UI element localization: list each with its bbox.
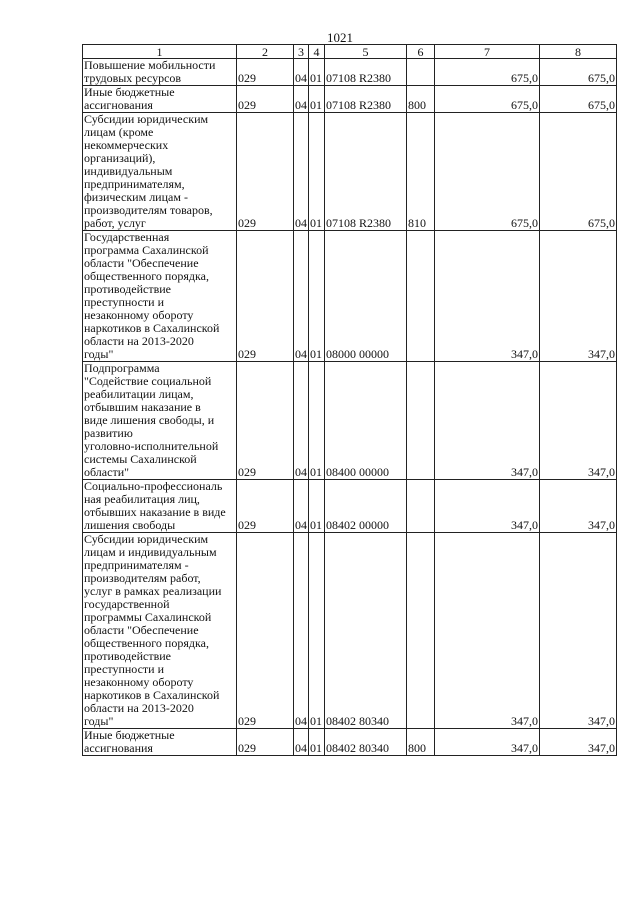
cell-code-2: 029 [237,533,294,729]
cell-code-4: 01 [309,533,325,729]
column-header-2: 2 [237,45,294,59]
table-row [83,533,617,729]
cell-amount-8: 675,0 [540,113,617,231]
table-row [83,59,617,86]
cell-code-4: 01 [309,86,325,113]
header-row [83,45,617,59]
cell-code-4: 01 [309,480,325,533]
cell-amount-7: 347,0 [435,231,540,362]
cell-code-6 [407,362,435,480]
cell-code-3: 04 [294,59,309,86]
table-row [83,729,617,756]
cell-code-6 [407,59,435,86]
table-row [83,231,617,362]
cell-code-3: 04 [294,533,309,729]
cell-code-6 [407,533,435,729]
table-row [83,480,617,533]
cell-code-2: 029 [237,59,294,86]
row-name: Государственная программа Сахалинской области "Обеспечение общественного порядка, противодействие преступности и незаконному обороту наркотиков в Сахалинской области на 2013-2020 годы" [83,231,237,362]
column-header-7: 7 [435,45,540,59]
cell-code-4: 01 [309,59,325,86]
table-row [83,362,617,480]
cell-code-2: 029 [237,86,294,113]
cell-code-6: 810 [407,113,435,231]
row-name: Иные бюджетные ассигнования [83,86,237,113]
page-number: 1021 [327,30,353,45]
cell-code-6 [407,480,435,533]
row-name: Субсидии юридическим лицам и индивидуальным предпринимателям - производителям работ, услуг в рамках реализации государственной программы Сахалинской области "Обеспечение общественного порядка, противодействие преступности и незаконному обороту наркотиков в Сахалинской области на 2013-2020 годы" [83,533,237,729]
cell-amount-7: 347,0 [435,729,540,756]
column-header-1: 1 [83,45,237,59]
cell-amount-7: 675,0 [435,59,540,86]
cell-amount-8: 347,0 [540,480,617,533]
cell-code-3: 04 [294,480,309,533]
cell-code-3: 04 [294,231,309,362]
cell-amount-8: 347,0 [540,362,617,480]
cell-code-6: 800 [407,86,435,113]
cell-amount-8: 675,0 [540,59,617,86]
cell-code-2: 029 [237,480,294,533]
cell-amount-7: 347,0 [435,533,540,729]
cell-amount-7: 347,0 [435,362,540,480]
cell-code-4: 01 [309,231,325,362]
cell-code-3: 04 [294,362,309,480]
column-header-4: 4 [309,45,325,59]
row-name: Повышение мобильности трудовых ресурсов [83,59,237,86]
budget-table [82,44,617,756]
cell-amount-8: 347,0 [540,729,617,756]
cell-amount-8: 347,0 [540,533,617,729]
cell-code-5: 08400 00000 [325,362,407,480]
cell-code-5: 08000 00000 [325,231,407,362]
cell-code-3: 04 [294,729,309,756]
cell-code-6 [407,231,435,362]
cell-code-2: 029 [237,729,294,756]
cell-code-4: 01 [309,729,325,756]
cell-code-5: 07108 R2380 [325,86,407,113]
cell-amount-7: 347,0 [435,480,540,533]
cell-code-2: 029 [237,113,294,231]
table-row [83,113,617,231]
row-name: Субсидии юридическим лицам (кроме некоммерческих организаций), индивидуальным предпринимателям, физическим лицам - производителям товаров, работ, услуг [83,113,237,231]
cell-code-5: 07108 R2380 [325,113,407,231]
cell-amount-8: 675,0 [540,86,617,113]
cell-amount-7: 675,0 [435,86,540,113]
cell-code-5: 08402 80340 [325,729,407,756]
row-name: Социально-профессиональ ная реабилитация лиц, отбывших наказание в виде лишения свободы [83,480,237,533]
column-header-6: 6 [407,45,435,59]
row-name: Подпрограмма "Содействие социальной реабилитации лицам, отбывшим наказание в виде лишения свободы, и развитию уголовно-исполнительной системы Сахалинской области" [83,362,237,480]
cell-code-3: 04 [294,113,309,231]
cell-amount-8: 347,0 [540,231,617,362]
cell-code-6: 800 [407,729,435,756]
cell-code-5: 08402 80340 [325,533,407,729]
cell-amount-7: 675,0 [435,113,540,231]
table-row [83,86,617,113]
cell-code-2: 029 [237,231,294,362]
row-name: Иные бюджетные ассигнования [83,729,237,756]
column-header-3: 3 [294,45,309,59]
cell-code-5: 08402 00000 [325,480,407,533]
cell-code-3: 04 [294,86,309,113]
cell-code-5: 07108 R2380 [325,59,407,86]
cell-code-2: 029 [237,362,294,480]
cell-code-4: 01 [309,113,325,231]
column-header-8: 8 [540,45,617,59]
cell-code-4: 01 [309,362,325,480]
column-header-5: 5 [325,45,407,59]
